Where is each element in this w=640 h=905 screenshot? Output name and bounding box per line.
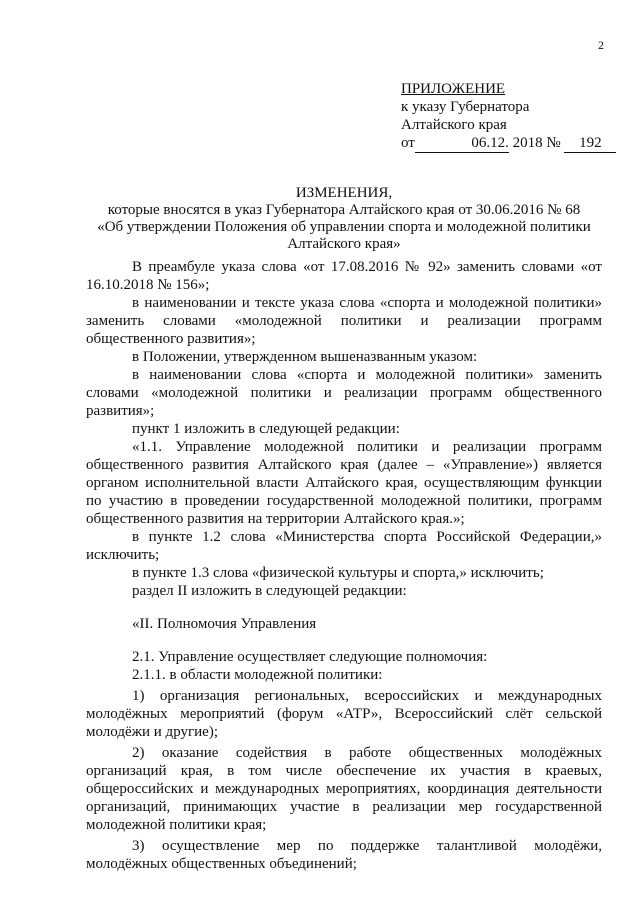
heading-title: ИЗМЕНЕНИЯ, [295,185,393,201]
appendix-block [401,80,611,153]
paragraph-9: раздел II изложить в следующей редакции: [132,583,407,599]
heading-line-3: Алтайского края» [287,236,401,252]
item-5: 3) осуществление мер по поддержке талантливой молодёжи, молодёжных общественных объединений; [86,838,602,872]
paragraph-4: в наименовании слова «спорта и молодежной политики» заменить словами «молодежной политики и реализации программ общественного развития»; [86,367,602,419]
document-heading [86,185,602,253]
item-3: 1) организация региональных, всероссийских и международных молодёжных мероприятий (форум «АТР», Всероссийский слёт сельской молодёжи и другие); [86,688,602,740]
paragraph-8: в пункте 1.3 слова «физической культуры и спорта,» исключить; [132,565,544,581]
paragraph-5: пункт 1 изложить в следующей редакции: [132,421,400,437]
paragraph-6: «1.1. Управление молодежной политики и реализации программ общественного развития Алтайского края (далее – «Управление») является органом исполнительной власти Алтайского края, осуществляющим функции по участию в проведении государственной молодежной политики, программ общественного развития на территории Алтайского края.»; [86,439,602,527]
paragraph-7: в пункте 1.2 слова «Министерства спорта Российской Федерации,» исключить; [86,529,602,563]
paragraph-3: в Положении, утвержденном вышеназванным указом: [132,349,478,365]
appendix-date: 06.12. [415,134,509,153]
appendix-number: 192 [564,134,616,153]
paragraph-1: В преамбуле указа слова «от 17.08.2016 № 92» заменить словами «от 16.10.2018 № 156»; [86,259,602,293]
section-title: «II. Полномочия Управления [132,616,317,632]
item-2: 2.1.1. в области молодежной политики: [132,667,383,683]
appendix-from-label: от [401,135,415,151]
document-body [86,258,602,873]
appendix-date-line [401,134,611,153]
appendix-line-2: Алтайского края [401,117,507,133]
heading-line-2: «Об утверждении Положения об управлении спорта и молодежной политики [97,219,591,235]
appendix-line-1: к указу Губернатора [401,99,530,115]
heading-line-1: которые вносятся в указ Губернатора Алтайского края от 30.06.2016 № 68 [107,202,581,218]
appendix-number-label: № [546,135,561,151]
appendix-year: 2018 [512,135,543,151]
paragraph-2: в наименовании и тексте указа слова «спорта и молодежной политики» заменить словами «молодежной политики и реализации программ общественного развития»; [86,295,602,347]
item-4: 2) оказание содействия в работе общественных молодёжных организаций края, в том числе обеспечение их участия в краевых, общероссийских и международных мероприятиях, координация деятельности организаций, принимающих участие в реализации мер государственной молодежной политики края; [86,745,602,833]
appendix-title: ПРИЛОЖЕНИЕ [401,81,506,97]
item-1: 2.1. Управление осуществляет следующие полномочия: [132,649,488,665]
page-number: 2 [598,38,604,52]
